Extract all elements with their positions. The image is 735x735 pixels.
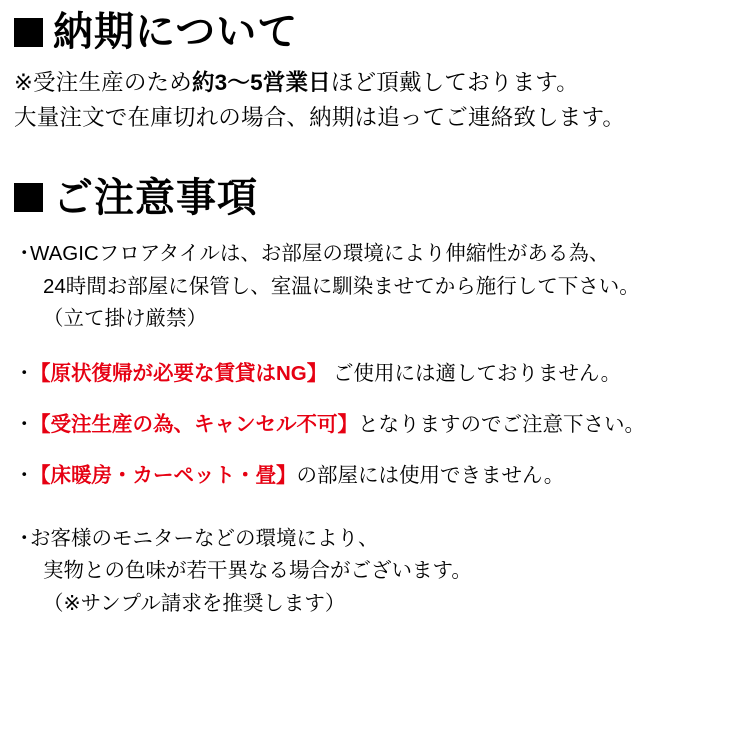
delivery-paragraph-line-2 [14,101,721,136]
list-item-line: お客様のモニターなどの環境により、 [30,526,379,550]
black-square-bullet-icon [14,183,43,212]
list-item-line: 24時間お部屋に保管し、室温に馴染ませてから施行して下さい。 [43,274,640,298]
list-item [14,460,721,493]
black-square-bullet-icon [14,18,43,47]
list-item [14,523,721,621]
list-item-highlight: 【受注生産の為、キャンセル不可】 [30,412,358,436]
list-item-line: （※サンプル請求を推奨します） [43,592,346,616]
list-bullet-marker: ・ [14,526,35,550]
list-item-line [30,464,564,487]
list-item-rest: となりますのでご注意下さい。 [358,412,645,436]
list-item-highlight: 【床暖房・カーペット・畳】 [30,463,297,487]
list-bullet-marker: ・ [14,463,35,487]
delivery-paragraph [14,66,721,136]
section-heading-delivery-label: 納期について [53,10,299,54]
list-item-body [30,409,721,442]
delivery-line1-bold: 約3〜5営業日 [191,70,331,95]
section-heading-notes-label: ご注意事項 [53,175,258,220]
list-bullet-marker: ・ [14,412,35,436]
list-item-line: （立て掛け厳禁） [43,307,207,331]
list-item-line [30,362,621,385]
list-item-rest: ご使用には適しておりません。 [327,362,622,386]
list-item-highlight: 【原状復帰が必要な賃貸はNG】 [30,362,328,386]
list-item [14,238,721,336]
list-item-body [30,523,721,621]
section-heading-notes [14,176,721,220]
list-item-line: 実物との色味が若干異なる場合がございます。 [43,559,472,583]
list-item-body [30,238,721,336]
list-bullet-marker: ・ [14,362,35,386]
section-heading-delivery [14,10,721,54]
list-item-line [30,413,645,436]
list-item [14,358,721,391]
list-item-rest: の部屋には使用できません。 [296,463,565,487]
delivery-line1-post: ほど頂戴しております。 [330,70,579,95]
delivery-line1-pre: ※受注生産のため [14,70,192,95]
list-item-body [30,460,721,493]
list-bullet-marker: ・ [14,241,35,265]
delivery-paragraph-line-1 [14,66,721,101]
delivery-line2-pre: 大量注文で在庫切れの場合、納期は追ってご連絡致します。 [14,104,626,130]
list-item-body [30,358,721,391]
notes-list [14,238,721,621]
list-item [14,409,721,442]
list-item-line: WAGICフロアタイルは、お部屋の環境により伸縮性がある為、 [30,241,610,265]
